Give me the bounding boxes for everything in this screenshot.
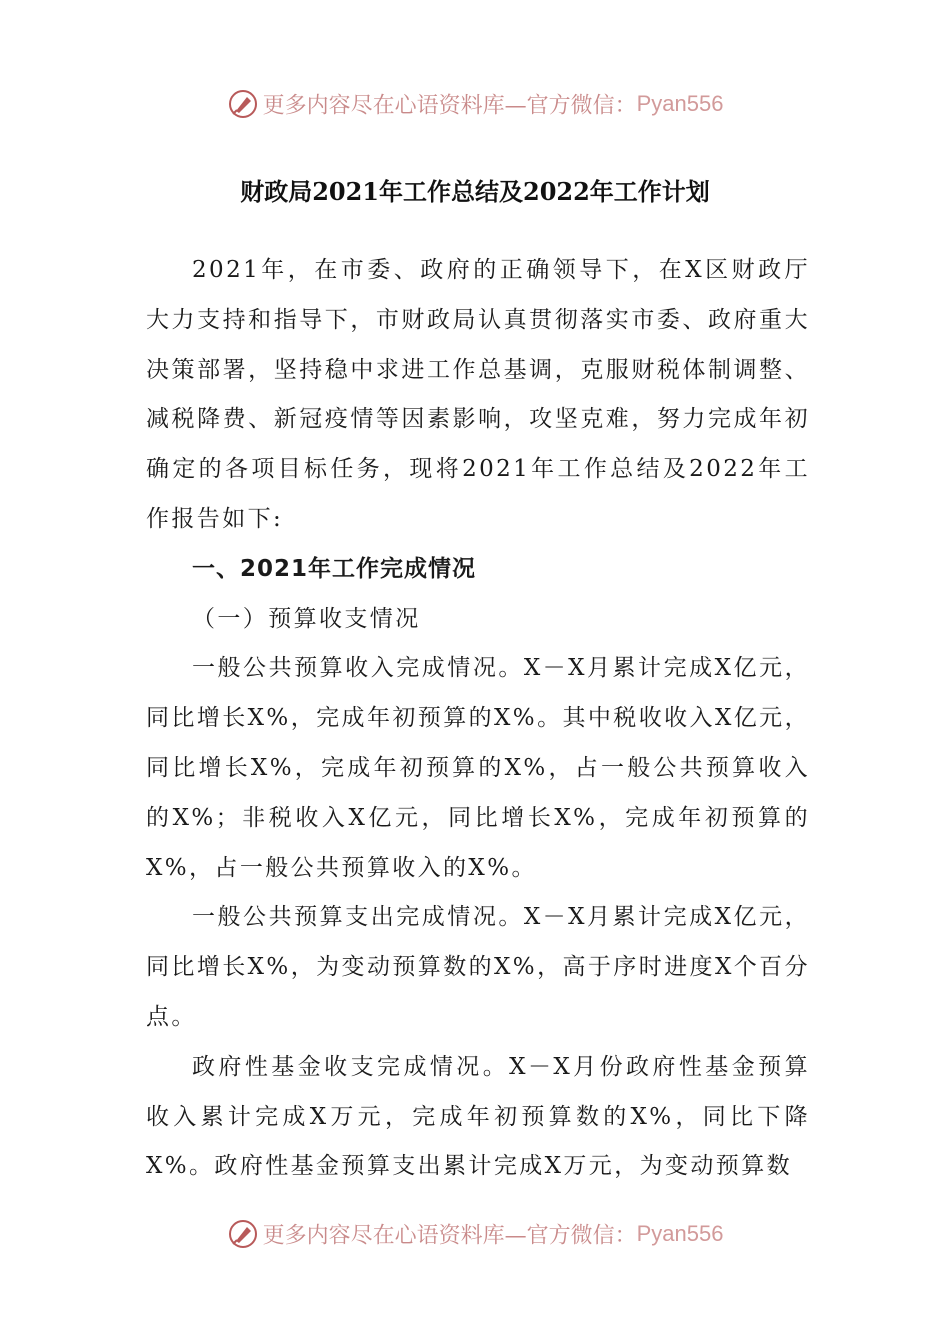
watermark-footer	[0, 1218, 950, 1250]
watermark-wechat: Pyan556	[636, 91, 724, 116]
subsection-heading: （一）预算收支情况	[192, 605, 421, 632]
fund-paragraph: 政府性基金收支完成情况。X－X月份政府性基金预算收入累计完成X万元，完成年初预算数的X%，同比下降X%。政府性基金预算支出累计完成X万元，为变动预算数	[146, 1053, 810, 1180]
watermark-text: 更多内容尽在心语资料库—官方微信：	[262, 1223, 637, 1249]
watermark-text: 更多内容尽在心语资料库—官方微信：	[262, 93, 637, 119]
section-heading: 一、2021年工作完成情况	[192, 555, 477, 582]
document-title: 财政局2021年工作总结及2022年工作计划	[240, 177, 710, 206]
revenue-paragraph: 一般公共预算收入完成情况。X－X月累计完成X亿元，同比增长X%，完成年初预算的X%。其中税收收入X亿元，同比增长X%，完成年初预算的X%，占一般公共预算收入的X%；非税收入X亿元，同比增长X%，完成年初预算的X%，占一般公共预算收入的X%。	[146, 655, 810, 881]
watermark-wechat: Pyan556	[636, 1221, 724, 1246]
pen-nib-icon	[227, 88, 259, 120]
document-body	[146, 246, 810, 1192]
intro-paragraph: 2021年，在市委、政府的正确领导下，在X区财政厅大力支持和指导下，市财政局认真贯彻落实市委、政府重大决策部署，坚持稳中求进工作总基调，克服财税体制调整、减税降费、新冠疫情等因素影响，攻坚克难，努力完成年初确定的各项目标任务，现将2021年工作总结及2022年工作报告如下:	[146, 257, 810, 532]
watermark-header	[0, 88, 950, 120]
pen-nib-icon	[227, 1218, 259, 1250]
expenditure-paragraph: 一般公共预算支出完成情况。X－X月累计完成X亿元，同比增长X%，为变动预算数的X%，高于序时进度X个百分点。	[146, 904, 810, 1030]
